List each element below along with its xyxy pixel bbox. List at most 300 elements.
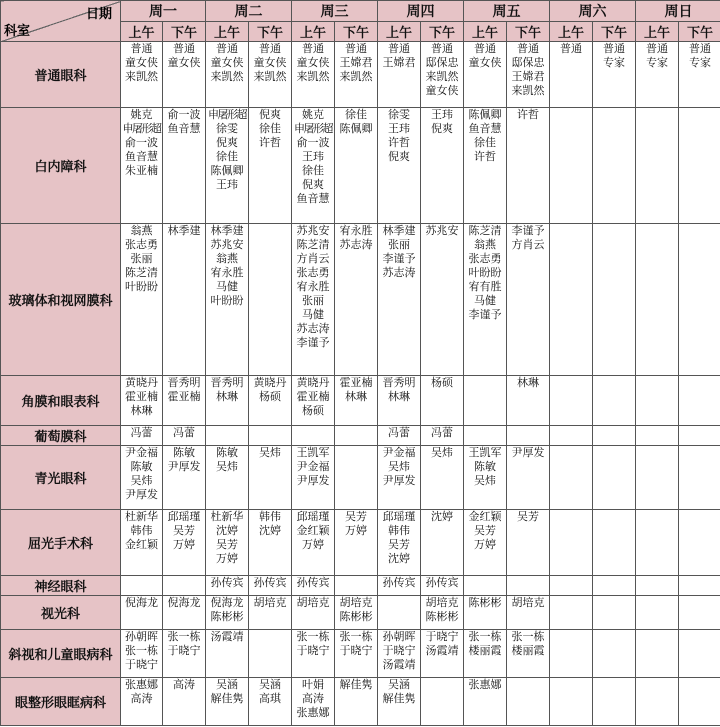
doctor-name: 徐佳 [345,108,367,121]
morning-header: 上午 [378,22,421,42]
schedule-cell [421,42,464,108]
doctor-name: 沈婷 [259,524,281,537]
schedule-cell [550,376,593,426]
morning-header: 上午 [292,22,335,42]
department-row [1,224,720,376]
doctor-name: 孙传宾 [425,576,459,589]
doctor-name: 专家 [603,56,625,69]
doctor-name: 胡培克 [253,596,287,609]
schedule-cell [163,42,206,108]
doctor-name: 冯蕾 [431,426,453,439]
afternoon-header: 下午 [249,22,292,42]
doctor-name: 高涛 [173,678,195,691]
schedule-cell [636,576,679,596]
schedule-cell [550,678,593,726]
schedule-cell [593,108,636,224]
doctor-name: 孙传宾 [253,576,287,589]
doctor-name: 倪海龙 [210,596,244,609]
schedule-cell [507,446,550,510]
doctor-name: 翁燕 [130,224,153,237]
doctor-name: 张志勇 [468,252,502,265]
schedule-cell [206,42,249,108]
doctor-name: 普通 [216,42,238,55]
doctor-name: 来凯然 [511,84,545,97]
department-row [1,42,720,108]
schedule-cell [593,596,636,630]
schedule-cell [121,678,163,726]
department-row [1,596,720,630]
schedule-cell [421,376,464,426]
schedule-cell [378,678,421,726]
doctor-name: 苏兆安 [210,238,244,251]
doctor-name: 于晓宁 [296,644,330,657]
doctor-name: 吴涵 [216,678,238,691]
schedule-cell [378,224,421,376]
department-name: 角膜和眼表科 [1,376,121,426]
doctor-name: 吴芳 [388,538,410,551]
doctor-name: 来凯然 [253,70,287,83]
doctor-name: 黄晓丹 [296,376,330,389]
schedule-cell [378,42,421,108]
doctor-name: 韩伟 [388,524,410,537]
schedule-cell [593,576,636,596]
doctor-name: 吴炜 [216,460,238,473]
schedule-cell [464,376,507,426]
doctor-name: 晋秀明 [210,376,244,389]
doctor-name: 张志勇 [296,266,330,279]
schedule-cell [421,426,464,446]
schedule-cell [249,510,292,576]
doctor-name: 朱亚楠 [125,164,158,177]
date-label: 日期 [85,7,112,22]
doctor-name: 徐佳 [474,136,496,149]
schedule-cell [378,376,421,426]
doctor-name: 俞一波 [167,108,201,121]
doctor-name: 陈芝清 [125,266,158,279]
doctor-name: 万婷 [173,538,195,551]
doctor-name: 张惠娜 [296,706,330,719]
doctor-name: 宥永胜 [339,224,373,237]
schedule-cell [378,596,421,630]
doctor-name: 倪爽 [388,150,410,163]
doctor-name: 陈彬彬 [210,610,244,623]
doctor-name: 韩伟 [259,510,281,523]
schedule-cell [121,446,163,510]
doctor-name: 金红颖 [296,524,330,537]
schedule-cell [550,108,593,224]
doctor-name: 黄晓丹 [253,376,287,389]
morning-header: 上午 [636,22,679,42]
schedule-cell [421,108,464,224]
schedule-cell [593,446,636,510]
schedule-cell [593,376,636,426]
doctor-name: 张惠娜 [125,678,158,691]
day-header: 周四 [378,1,464,22]
afternoon-header: 下午 [507,22,550,42]
schedule-cell [335,426,378,446]
doctor-name: 张一栋 [339,630,373,643]
schedule-cell [636,596,679,630]
doctor-name: 徐雯 [388,108,410,121]
doctor-name: 霍亚楠 [296,390,330,403]
doctor-name: 万婷 [302,538,324,551]
department-name: 葡萄膜科 [1,426,121,446]
doctor-name: 童女侠 [296,56,330,69]
day-header: 周三 [292,1,378,22]
doctor-name: 林季建 [167,224,201,237]
doctor-name: 马健 [474,294,496,307]
doctor-name: 林琳 [130,404,153,417]
doctor-name: 普通 [474,42,496,55]
header-days-row [1,1,720,22]
doctor-name: 张一栋 [296,630,330,643]
doctor-name: 孙传宾 [210,576,244,589]
department-name: 眼整形眼眶病科 [1,678,121,726]
department-name: 屈光手术科 [1,510,121,576]
schedule-cell [550,446,593,510]
schedule-cell [593,224,636,376]
doctor-name: 普通 [388,42,410,55]
schedule-cell [335,108,378,224]
morning-header: 上午 [464,22,507,42]
doctor-name: 童女侠 [125,56,158,69]
doctor-name: 高琪 [259,692,281,705]
schedule-cell [679,576,720,596]
schedule-cell [335,376,378,426]
schedule-cell [206,376,249,426]
doctor-name: 鱼音慧 [468,122,502,135]
schedule-cell [636,376,679,426]
schedule-cell [464,224,507,376]
schedule-cell [421,678,464,726]
doctor-name: 徐佳 [216,150,238,163]
schedule-cell [550,596,593,630]
schedule-cell [636,108,679,224]
schedule-cell [121,596,163,630]
doctor-name: 胡培克 [511,596,545,609]
doctor-name: 吴芳 [173,524,195,537]
schedule-cell [593,42,636,108]
doctor-name: 吴炜 [388,460,410,473]
doctor-name: 张丽 [130,252,153,265]
doctor-name: 李谨予 [468,308,502,321]
doctor-name: 杜新华 [125,510,158,523]
doctor-name: 尹厚发 [167,460,201,473]
doctor-name: 林季建 [382,224,416,237]
schedule-cell [636,510,679,576]
doctor-name: 陈佩卿 [339,122,373,135]
schedule-cell [507,224,550,376]
doctor-name: 尹厚发 [125,488,158,501]
doctor-name: 金红颖 [125,538,158,551]
doctor-name: 方肖云 [296,252,330,265]
doctor-name: 宥永胜 [210,266,244,279]
doctor-name: 宥有胜 [468,280,502,293]
doctor-name: 霍亚楠 [339,376,373,389]
schedule-cell [464,108,507,224]
schedule-cell [292,596,335,630]
doctor-name: 徐雯 [216,122,238,135]
doctor-name: 张丽 [388,238,410,251]
doctor-name: 专家 [689,56,711,69]
department-row [1,426,720,446]
doctor-name: 来凯然 [425,70,459,83]
schedule-cell [335,576,378,596]
schedule-cell [679,426,720,446]
doctor-name: 翁燕 [474,238,496,251]
department-row [1,376,720,426]
schedule-cell [292,678,335,726]
schedule-cell [378,630,421,678]
doctor-name: 林琳 [216,390,238,403]
doctor-name: 吴炜 [431,446,453,459]
doctor-name: 徐佳 [302,164,324,177]
schedule-cell [636,630,679,678]
schedule-cell [335,630,378,678]
doctor-name: 鱼音慧 [167,122,201,135]
doctor-name: 倪海龙 [125,596,158,609]
department-name: 斜视和儿童眼病科 [1,630,121,678]
department-name: 神经眼科 [1,576,121,596]
doctor-name: 尹厚发 [296,474,330,487]
doctor-name: 吴炜 [474,474,496,487]
doctor-name: 吴芳 [474,524,496,537]
header-corner [1,1,121,42]
doctor-name: 普通 [173,42,195,55]
afternoon-header: 下午 [421,22,464,42]
doctor-name: 于晓宁 [425,630,459,643]
doctor-name: 万婷 [345,524,367,537]
doctor-name: 张一栋 [511,630,545,643]
doctor-name: 专家 [646,56,668,69]
doctor-name: 于晓宁 [382,644,416,657]
doctor-name: 张惠娜 [468,678,502,691]
schedule-cell [593,426,636,446]
afternoon-header: 下午 [335,22,378,42]
doctor-name: 王凯军 [296,446,330,459]
doctor-name: 申屠形超 [294,122,332,135]
doctor-name: 邱瑶瑾 [382,510,416,523]
doctor-name: 邱瑶瑾 [167,510,201,523]
schedule-cell [206,630,249,678]
doctor-name: 吴炜 [259,446,281,459]
schedule-cell [163,678,206,726]
doctor-name: 叶盼盼 [468,266,502,279]
schedule-cell [163,108,206,224]
day-header: 周一 [121,1,206,22]
doctor-name: 林琳 [388,390,410,403]
doctor-name: 张一栋 [125,644,158,657]
department-row [1,678,720,726]
doctor-name: 于晓宁 [167,644,201,657]
doctor-name: 楼丽霞 [468,644,502,657]
dept-label: 科室 [4,24,31,39]
schedule-cell [679,108,720,224]
morning-header: 上午 [121,22,163,42]
doctor-name: 倪爽 [259,108,281,121]
doctor-name: 陈佩卿 [468,108,502,121]
doctor-name: 普通 [646,42,668,55]
doctor-name: 陈彬彬 [425,610,459,623]
schedule-cell [206,108,249,224]
doctor-name: 霍亚楠 [167,390,201,403]
schedule-cell [636,446,679,510]
schedule-cell [679,42,720,108]
schedule-cell [249,596,292,630]
schedule-cell [464,678,507,726]
doctor-name: 方肖云 [511,238,545,251]
schedule-cell [421,510,464,576]
schedule-cell [507,576,550,596]
doctor-name: 万婷 [474,538,496,551]
doctor-name: 普通 [130,42,153,55]
department-name: 视光科 [1,596,121,630]
schedule-cell [421,224,464,376]
doctor-name: 沈婷 [388,552,410,565]
day-header: 周五 [464,1,550,22]
doctor-name: 叶盼盼 [125,280,158,293]
doctor-name: 童女侠 [425,84,459,97]
schedule-cell [507,510,550,576]
doctor-name: 徐佳 [259,122,281,135]
doctor-name: 林琳 [517,376,539,389]
doctor-name: 邸保忠 [425,56,459,69]
doctor-name: 尹厚发 [382,474,416,487]
doctor-name: 晋秀明 [167,376,201,389]
doctor-name: 孙朝晖 [382,630,416,643]
doctor-name: 杜新华 [210,510,244,523]
schedule-cell [464,42,507,108]
schedule-cell [249,224,292,376]
doctor-name: 王嫦君 [511,70,545,83]
schedule-cell [421,596,464,630]
schedule-cell [249,678,292,726]
doctor-name: 吴涵 [259,678,281,691]
schedule-cell [335,678,378,726]
day-header: 周日 [636,1,720,22]
doctor-name: 童女侠 [253,56,287,69]
doctor-name: 汤霞靖 [210,630,244,643]
schedule-cell [121,224,163,376]
schedule-cell [679,224,720,376]
doctor-name: 李谨予 [511,224,545,237]
doctor-name: 苏志涛 [339,238,373,251]
schedule-cell [163,576,206,596]
schedule-cell [121,630,163,678]
doctor-name: 姚克 [302,108,324,121]
doctor-name: 倪海龙 [167,596,201,609]
schedule-cell [163,376,206,426]
schedule-cell [249,42,292,108]
doctor-name: 杨硕 [302,404,324,417]
schedule-cell [121,576,163,596]
doctor-name: 许哲 [517,108,539,121]
schedule-cell [249,446,292,510]
doctor-name: 王玮 [388,122,410,135]
doctor-name: 普通 [689,42,711,55]
schedule-cell [550,576,593,596]
doctor-name: 尹金福 [382,446,416,459]
doctor-name: 马健 [302,308,324,321]
doctor-name: 陈佩卿 [210,164,244,177]
doctor-name: 王玮 [216,178,238,191]
schedule-cell [507,678,550,726]
schedule-cell [464,426,507,446]
schedule-cell [593,630,636,678]
doctor-name: 来凯然 [339,70,373,83]
doctor-name: 童女侠 [167,56,201,69]
schedule-cell [292,630,335,678]
schedule-cell [292,108,335,224]
doctor-name: 韩伟 [130,524,153,537]
schedule-cell [550,224,593,376]
schedule-cell [206,596,249,630]
doctor-name: 李谨予 [296,336,330,349]
schedule-cell [507,426,550,446]
doctor-name: 高涛 [302,692,324,705]
doctor-name: 张一栋 [167,630,201,643]
schedule-cell [464,510,507,576]
schedule-cell [206,678,249,726]
schedule-body [1,42,720,726]
department-name: 普通眼科 [1,42,121,108]
doctor-name: 姚克 [130,108,153,121]
schedule-cell [121,376,163,426]
doctor-name: 冯蕾 [130,426,153,439]
schedule-cell [679,376,720,426]
schedule-cell [121,426,163,446]
department-row [1,108,720,224]
schedule-cell [292,42,335,108]
doctor-name: 解佳隽 [210,692,244,705]
schedule-cell [163,596,206,630]
schedule-cell [507,596,550,630]
schedule-cell [206,510,249,576]
doctor-name: 于晓宁 [125,658,158,671]
doctor-name: 冯蕾 [388,426,410,439]
doctor-name: 马健 [216,280,238,293]
day-header: 周二 [206,1,292,22]
morning-header: 上午 [206,22,249,42]
schedule-cell [249,376,292,426]
schedule-cell [464,446,507,510]
doctor-name: 王嫦君 [382,56,416,69]
doctor-name: 陈芝清 [296,238,330,251]
doctor-name: 普通 [302,42,324,55]
schedule-cell [679,596,720,630]
schedule-cell [550,426,593,446]
schedule-cell [464,576,507,596]
doctor-name: 倪爽 [431,122,453,135]
doctor-name: 冯蕾 [173,426,195,439]
schedule-cell [507,630,550,678]
doctor-name: 许哲 [388,136,410,149]
doctor-name: 沈婷 [431,510,453,523]
doctor-name: 王玮 [302,150,324,163]
schedule-cell [121,108,163,224]
schedule-cell [421,576,464,596]
doctor-name: 杨硕 [431,376,453,389]
doctor-name: 来凯然 [125,70,158,83]
doctor-name: 申屠形超 [208,108,246,121]
doctor-name: 普通 [431,42,453,55]
doctor-name: 楼丽霞 [511,644,545,657]
doctor-name: 张志勇 [125,238,158,251]
doctor-name: 解佳隽 [382,692,416,705]
schedule-cell [292,224,335,376]
doctor-name: 苏兆安 [425,224,459,237]
schedule-cell [249,576,292,596]
